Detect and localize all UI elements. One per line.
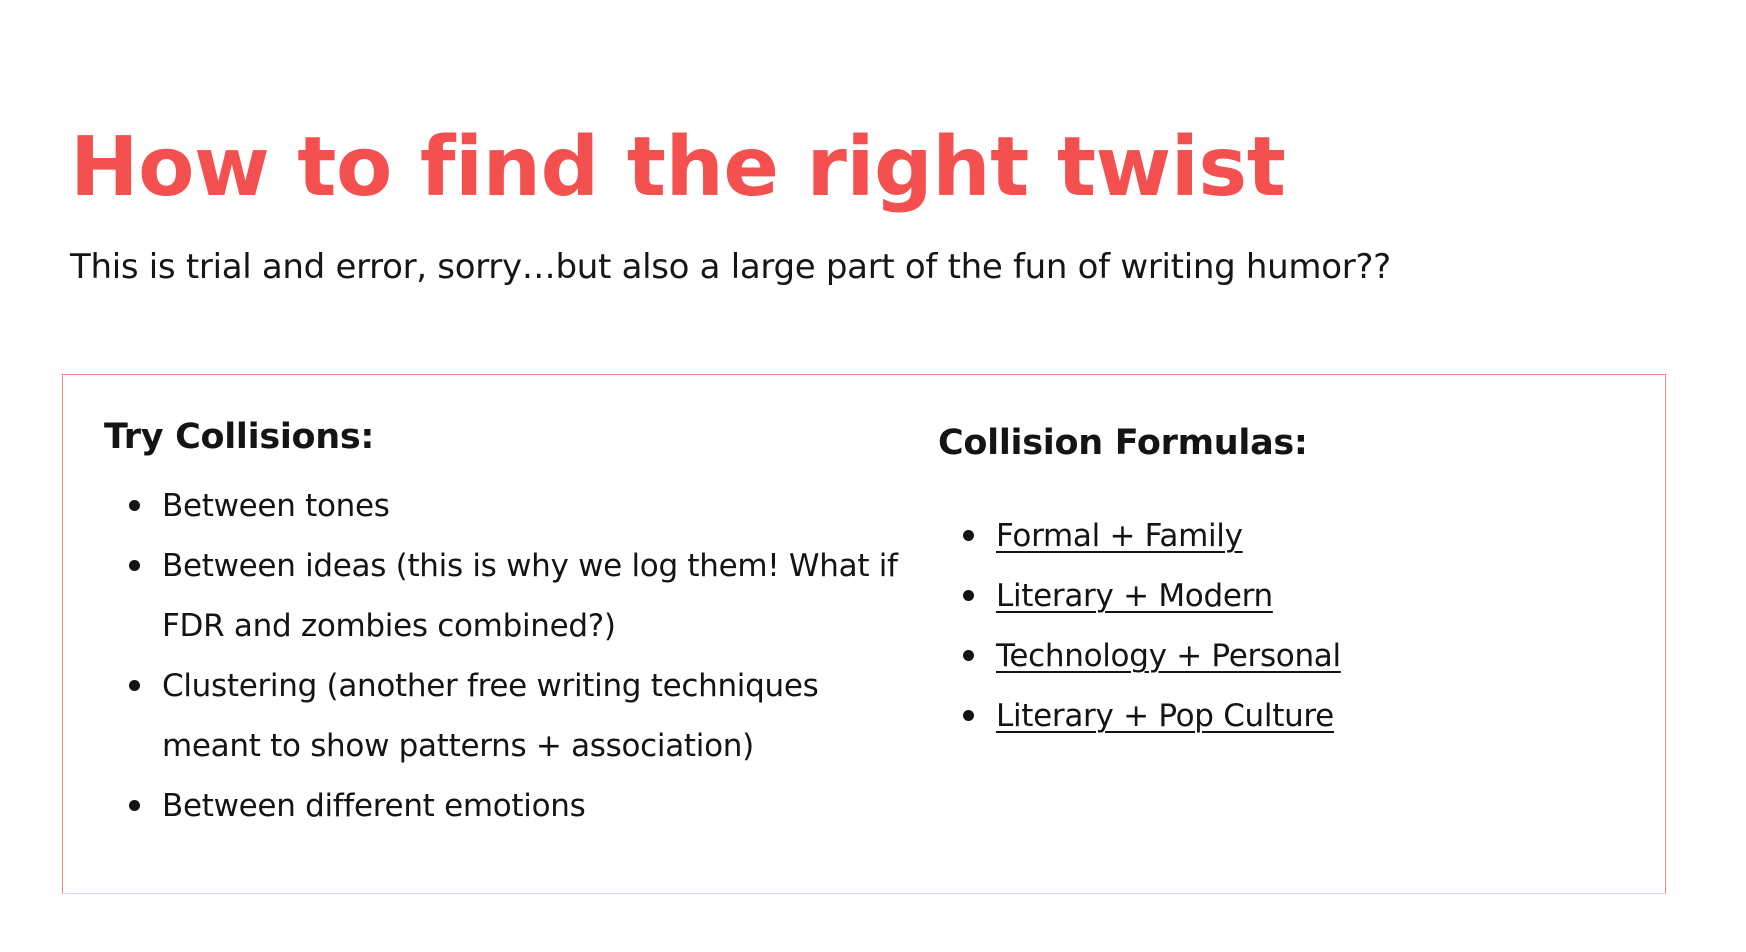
bullet-icon bbox=[129, 500, 140, 511]
list-item bbox=[104, 536, 922, 656]
slide-title: How to find the right twist bbox=[70, 120, 1286, 215]
collision-formulas-column bbox=[938, 420, 1618, 746]
list-item bbox=[938, 686, 1618, 746]
bullet-icon bbox=[963, 590, 974, 601]
list-item bbox=[104, 476, 922, 536]
bullet-icon bbox=[963, 650, 974, 661]
slide-subtitle: This is trial and error, sorry…but also a large part of the fun of writing humor?? bbox=[70, 247, 1391, 287]
formula-link-technology-personal[interactable]: Technology + Personal bbox=[996, 638, 1341, 674]
formula-link-literary-pop-culture[interactable]: Literary + Pop Culture bbox=[996, 698, 1334, 734]
list-item-text: Between tones bbox=[162, 488, 390, 524]
collision-formulas-list bbox=[938, 506, 1618, 746]
collision-formulas-heading: Collision Formulas: bbox=[938, 423, 1308, 463]
list-item bbox=[104, 776, 922, 836]
bullet-icon bbox=[129, 800, 140, 811]
list-item bbox=[938, 626, 1618, 686]
list-item bbox=[104, 656, 922, 776]
formula-link-literary-modern[interactable]: Literary + Modern bbox=[996, 578, 1273, 614]
try-collisions-column bbox=[104, 414, 924, 836]
list-item bbox=[938, 566, 1618, 626]
try-collisions-list bbox=[104, 476, 924, 836]
bullet-icon bbox=[963, 710, 974, 721]
bullet-icon bbox=[129, 680, 140, 691]
list-item-text: Clustering (another free writing techniques meant to show patterns + association) bbox=[162, 668, 819, 764]
bullet-icon bbox=[963, 530, 974, 541]
formula-link-formal-family[interactable]: Formal + Family bbox=[996, 518, 1243, 554]
bullet-icon bbox=[129, 560, 140, 571]
try-collisions-heading: Try Collisions: bbox=[104, 417, 375, 457]
list-item bbox=[938, 506, 1618, 566]
list-item-text: Between ideas (this is why we log them! What if FDR and zombies combined?) bbox=[162, 548, 898, 644]
list-item-text: Between different emotions bbox=[162, 788, 586, 824]
